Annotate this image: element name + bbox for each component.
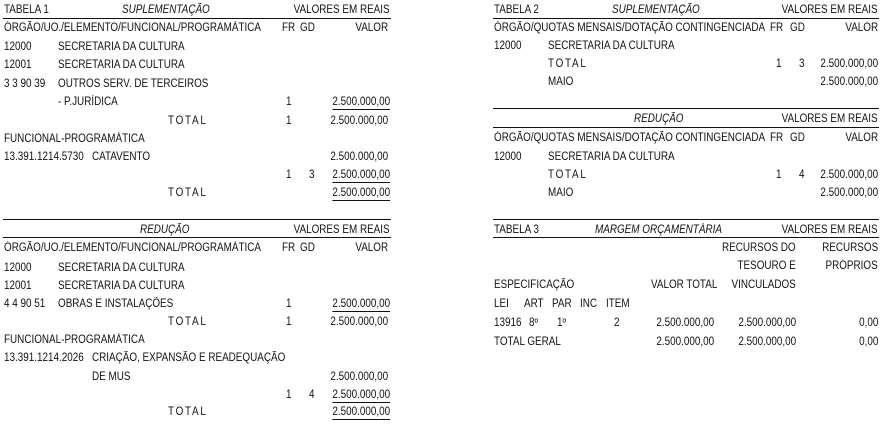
tesouro-value: 2.500.000,00: [738, 336, 796, 348]
valor-header: VALOR: [355, 22, 388, 34]
tesouro-value: 2.500.000,00: [738, 317, 796, 329]
row-code: 12000: [4, 262, 32, 274]
valor-total-header: VALOR TOTAL: [651, 279, 718, 291]
row-desc: SECRETARIA DA CULTURA: [58, 280, 185, 292]
row-code: 4 4 90 51: [4, 298, 46, 310]
total-label: TOTAL: [168, 316, 208, 328]
values-header: VALORES EM REAIS: [781, 224, 878, 236]
gd-value: 3: [799, 58, 805, 70]
functional-header: FUNCIONAL-PROGRAMÁTICA: [4, 334, 145, 346]
proprios-header: PRÓPRIOS: [825, 260, 878, 272]
fr-header: FR: [282, 242, 296, 254]
month-label: MAIO: [548, 76, 574, 88]
proprios-value: 0,00: [858, 317, 878, 329]
fr-header: FR: [770, 132, 784, 144]
gd-header: GD: [300, 242, 315, 254]
column-header: ÓRGÃO/UO./ELEMENTO/FUNCIONAL/PROGRAMÁTICA: [4, 22, 261, 34]
valor-value: 2.500.000,00: [332, 389, 390, 401]
divider: [3, 18, 391, 19]
lei-header: LEI: [494, 298, 509, 310]
gd-header: GD: [300, 22, 315, 34]
row-desc: SECRETARIA DA CULTURA: [58, 59, 185, 71]
fr-value: 1: [286, 298, 292, 310]
table-title: SUPLEMENTAÇÃO: [612, 4, 700, 16]
values-header: VALORES EM REAIS: [293, 4, 390, 16]
valor-header: VALOR: [845, 22, 878, 34]
especificacao-header: ESPECIFICAÇÃO: [494, 279, 575, 291]
gd-header: GD: [790, 132, 805, 144]
row-desc: - P.JURÍDICA: [58, 96, 118, 108]
fr-value: 1: [776, 58, 782, 70]
valor-header: VALOR: [355, 242, 388, 254]
total-geral-label: TOTAL GERAL: [494, 336, 561, 348]
row-code: 12001: [4, 280, 32, 292]
item-header: ITEM: [606, 298, 630, 310]
row-desc: SECRETARIA DA CULTURA: [58, 262, 185, 274]
column-header: ÓRGÃO/UO./ELEMENTO/FUNCIONAL/PROGRAMÁTICA: [4, 242, 261, 254]
gd-value: 4: [799, 169, 805, 181]
item-value: 2: [614, 317, 620, 329]
gd-header: GD: [790, 22, 805, 34]
total-label: TOTAL: [168, 115, 208, 127]
table-label: TABELA 2: [494, 4, 539, 16]
functional-desc: CRIAÇÃO, EXPANSÃO E READEQUAÇÃO: [92, 352, 286, 364]
valor-value: 2.500.000,00: [330, 371, 388, 383]
row-code: 12000: [494, 40, 522, 52]
functional-desc: CATAVENTO: [92, 151, 151, 163]
functional-code: 13.391.1214.5730: [4, 151, 84, 163]
total-value: 2.500.000,00: [332, 406, 390, 418]
valor-value: 2.500.000,00: [332, 169, 390, 181]
inc-header: INC: [580, 298, 598, 310]
art-header: ART: [524, 298, 544, 310]
month-value: 2.500.000,00: [820, 187, 878, 199]
tesouro-header: RECURSOS DO: [722, 242, 796, 254]
valor-total-value: 2.500.000,00: [656, 336, 714, 348]
fr-value: 1: [286, 389, 292, 401]
divider: [3, 219, 391, 220]
tesouro-header: TESOURO E: [737, 260, 796, 272]
divider: [493, 108, 879, 109]
fr-header: FR: [282, 22, 296, 34]
table-title: MARGEM ORÇAMENTÁRIA: [595, 224, 722, 236]
total-label: TOTAL: [548, 169, 588, 181]
values-header: VALORES EM REAIS: [781, 4, 878, 16]
valor-value: 2.500.000,00: [332, 96, 390, 108]
total-value: 2.500.000,00: [820, 58, 878, 70]
total-label: TOTAL: [548, 58, 588, 70]
fr-header: FR: [770, 22, 784, 34]
row-code: 12000: [494, 151, 522, 163]
fr-value: 1: [776, 169, 782, 181]
total-value: 2.500.000,00: [332, 187, 390, 199]
row-desc: OUTROS SERV. DE TERCEIROS: [58, 78, 209, 90]
row-desc: SECRETARIA DA CULTURA: [58, 41, 185, 53]
functional-desc: DE MUS: [92, 371, 131, 383]
row-desc: OBRAS E INSTALAÇÕES: [58, 298, 174, 310]
divider: [493, 18, 879, 19]
total-label: TOTAL: [168, 187, 208, 199]
table-title: SUPLEMENTAÇÃO: [122, 4, 210, 16]
column-header: ÓRGÃO/QUOTAS MENSAIS/DOTAÇÃO CONTINGENCIADA: [494, 22, 766, 34]
table-label: TABELA 1: [4, 4, 49, 16]
month-label: MAIO: [548, 187, 574, 199]
fr-value: 1: [286, 115, 292, 127]
fr-value: 1: [286, 316, 292, 328]
valor-value: 2.500.000,00: [330, 151, 388, 163]
values-header: VALORES EM REAIS: [293, 224, 390, 236]
lei-value: 13916: [494, 317, 522, 329]
par-header: PAR: [552, 298, 572, 310]
valor-header: VALOR: [845, 132, 878, 144]
row-code: 12001: [4, 59, 32, 71]
gd-value: 4: [309, 389, 315, 401]
row-code: 12000: [4, 41, 32, 53]
divider: [493, 127, 879, 128]
fr-value: 1: [286, 169, 292, 181]
divider: [493, 219, 879, 220]
total-value: 2.500.000,00: [330, 316, 388, 328]
total-value: 2.500.000,00: [820, 169, 878, 181]
valor-total-value: 2.500.000,00: [656, 317, 714, 329]
valor-value: 2.500.000,00: [332, 298, 390, 310]
functional-header: FUNCIONAL-PROGRAMÁTICA: [4, 133, 145, 145]
month-value: 2.500.000,00: [820, 76, 878, 88]
total-label: TOTAL: [168, 406, 208, 418]
divider: [493, 237, 879, 238]
row-code: 3 3 90 39: [4, 78, 46, 90]
par-value: 1º: [557, 317, 567, 329]
art-value: 8º: [529, 317, 539, 329]
gd-value: 3: [309, 169, 315, 181]
proprios-value: 0,00: [858, 336, 878, 348]
total-value: 2.500.000,00: [330, 115, 388, 127]
proprios-header: RECURSOS: [821, 242, 878, 254]
divider: [3, 237, 391, 238]
column-header: ÓRGÃO/QUOTAS MENSAIS/DOTAÇÃO CONTINGENCIADA: [494, 132, 766, 144]
values-header: VALORES EM REAIS: [781, 113, 878, 125]
row-desc: SECRETARIA DA CULTURA: [548, 151, 675, 163]
row-desc: SECRETARIA DA CULTURA: [548, 40, 675, 52]
tesouro-header: VINCULADOS: [731, 279, 796, 291]
fr-value: 1: [286, 96, 292, 108]
table-label: TABELA 3: [494, 224, 539, 236]
table-title: REDUÇÃO: [140, 224, 190, 236]
functional-code: 13.391.1214.2026: [4, 352, 84, 364]
table-title: REDUÇÃO: [634, 113, 684, 125]
